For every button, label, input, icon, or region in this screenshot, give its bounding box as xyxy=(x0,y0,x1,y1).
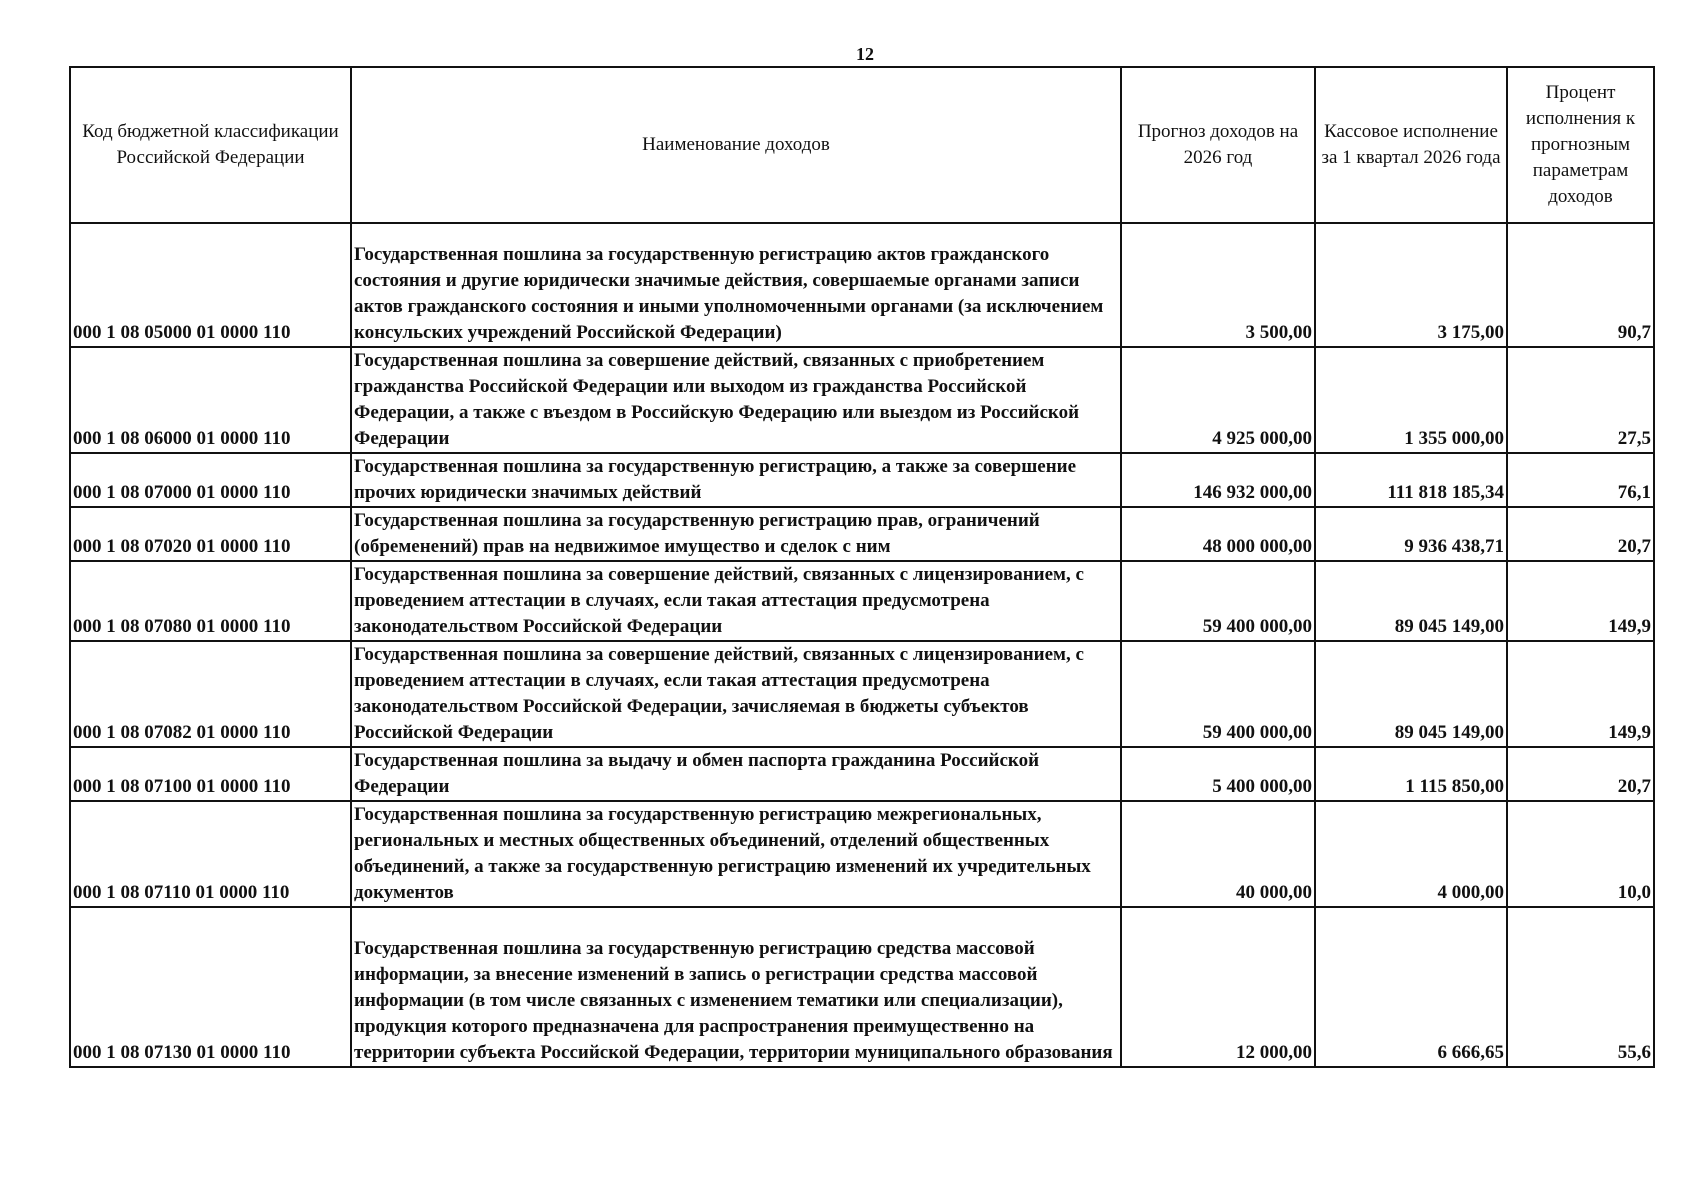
cell-forecast: 5 400 000,00 xyxy=(1121,747,1315,801)
cell-percent: 76,1 xyxy=(1507,453,1654,507)
cell-forecast: 146 932 000,00 xyxy=(1121,453,1315,507)
cell-percent: 55,6 xyxy=(1507,907,1654,1067)
cell-percent: 27,5 xyxy=(1507,347,1654,453)
cell-code: 000 1 08 07100 01 0000 110 xyxy=(70,747,351,801)
table-row xyxy=(70,561,1654,641)
cell-code: 000 1 08 07020 01 0000 110 xyxy=(70,507,351,561)
cell-actual: 1 355 000,00 xyxy=(1315,347,1507,453)
cell-forecast: 4 925 000,00 xyxy=(1121,347,1315,453)
cell-actual: 89 045 149,00 xyxy=(1315,641,1507,747)
cell-actual: 6 666,65 xyxy=(1315,907,1507,1067)
header-forecast: Прогноз доходов на 2026 год xyxy=(1121,67,1315,223)
cell-name: Государственная пошлина за государственную регистрацию средства массовой информации, за внесение изменений в запись о регистрации средства массовой информации (в том числе связанных с изменением тематики или специализации), продукция которого предназначена для распространения преимущественно на территории субъекта Российской Федерации, территории муниципального образования xyxy=(351,907,1121,1067)
cell-forecast: 12 000,00 xyxy=(1121,907,1315,1067)
cell-forecast: 3 500,00 xyxy=(1121,223,1315,347)
revenue-table xyxy=(69,66,1655,1068)
table-row xyxy=(70,453,1654,507)
cell-actual: 111 818 185,34 xyxy=(1315,453,1507,507)
page-number: 12 xyxy=(856,44,874,64)
header-name: Наименование доходов xyxy=(351,67,1121,223)
cell-percent: 20,7 xyxy=(1507,507,1654,561)
cell-code: 000 1 08 07110 01 0000 110 xyxy=(70,801,351,907)
cell-name: Государственная пошлина за совершение действий, связанных с лицензированием, с проведением аттестации в случаях, если такая аттестация предусмотрена законодательством Российской Федерации xyxy=(351,561,1121,641)
cell-name: Государственная пошлина за государственную регистрацию, а также за совершение прочих юридически значимых действий xyxy=(351,453,1121,507)
cell-percent: 149,9 xyxy=(1507,641,1654,747)
header-percent: Процент исполнения к прогнозным параметрам доходов xyxy=(1507,67,1654,223)
cell-code: 000 1 08 07130 01 0000 110 xyxy=(70,907,351,1067)
cell-actual: 9 936 438,71 xyxy=(1315,507,1507,561)
header-actual: Кассовое исполнение за 1 квартал 2026 года xyxy=(1315,67,1507,223)
cell-code: 000 1 08 07080 01 0000 110 xyxy=(70,561,351,641)
table-row xyxy=(70,747,1654,801)
cell-code: 000 1 08 05000 01 0000 110 xyxy=(70,223,351,347)
cell-percent: 149,9 xyxy=(1507,561,1654,641)
table-row xyxy=(70,507,1654,561)
cell-actual: 1 115 850,00 xyxy=(1315,747,1507,801)
cell-percent: 10,0 xyxy=(1507,801,1654,907)
cell-name: Государственная пошлина за совершение действий, связанных с лицензированием, с проведением аттестации в случаях, если такая аттестация предусмотрена законодательством Российской Федерации, зачисляемая в бюджеты субъектов Российской Федерации xyxy=(351,641,1121,747)
cell-code: 000 1 08 07082 01 0000 110 xyxy=(70,641,351,747)
cell-code: 000 1 08 07000 01 0000 110 xyxy=(70,453,351,507)
cell-name: Государственная пошлина за выдачу и обмен паспорта гражданина Российской Федерации xyxy=(351,747,1121,801)
table-row xyxy=(70,223,1654,347)
table-header-row xyxy=(70,67,1654,223)
table-row xyxy=(70,347,1654,453)
cell-forecast: 40 000,00 xyxy=(1121,801,1315,907)
cell-percent: 90,7 xyxy=(1507,223,1654,347)
table-row xyxy=(70,641,1654,747)
cell-actual: 3 175,00 xyxy=(1315,223,1507,347)
cell-code: 000 1 08 06000 01 0000 110 xyxy=(70,347,351,453)
cell-forecast: 59 400 000,00 xyxy=(1121,641,1315,747)
cell-name: Государственная пошлина за государственную регистрацию прав, ограничений (обременений) прав на недвижимое имущество и сделок с ним xyxy=(351,507,1121,561)
cell-actual: 89 045 149,00 xyxy=(1315,561,1507,641)
cell-name: Государственная пошлина за государственную регистрацию межрегиональных, региональных и местных общественных объединений, отделений общественных объединений, а также за государственную регистрацию изменений их учредительных документов xyxy=(351,801,1121,907)
cell-name: Государственная пошлина за государственную регистрацию актов гражданского состояния и другие юридически значимые действия, совершаемые органами записи актов гражданского состояния и иными уполномоченными органами (за исключением консульских учреждений Российской Федерации) xyxy=(351,223,1121,347)
cell-forecast: 48 000 000,00 xyxy=(1121,507,1315,561)
table-row xyxy=(70,801,1654,907)
cell-name: Государственная пошлина за совершение действий, связанных с приобретением гражданства Российской Федерации или выходом из гражданства Российской Федерации, а также с въездом в Российскую Федерацию или выездом из Российской Федерации xyxy=(351,347,1121,453)
header-code: Код бюджетной классификации Российской Федерации xyxy=(70,67,351,223)
cell-actual: 4 000,00 xyxy=(1315,801,1507,907)
cell-percent: 20,7 xyxy=(1507,747,1654,801)
table-row xyxy=(70,907,1654,1067)
cell-forecast: 59 400 000,00 xyxy=(1121,561,1315,641)
